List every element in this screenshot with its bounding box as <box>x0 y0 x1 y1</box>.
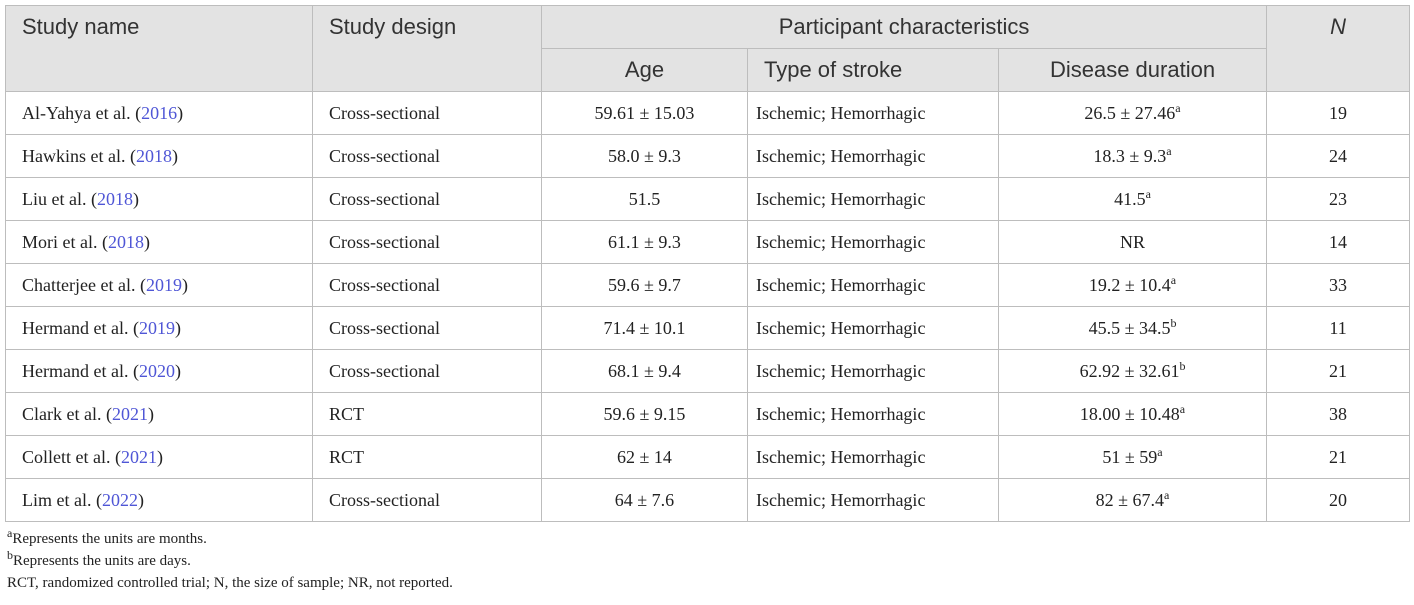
header-disease-duration: Disease duration <box>999 49 1267 92</box>
study-year-link[interactable]: 2016 <box>141 102 178 123</box>
cell-study-name <box>6 436 313 479</box>
cell-type-of-stroke: Ischemic; Hemorrhagic <box>748 135 999 178</box>
cell-study-design: RCT <box>313 436 542 479</box>
cell-study-name <box>6 135 313 178</box>
cell-n: 33 <box>1267 264 1410 307</box>
duration-value: 82 ± 67.4 <box>1095 489 1165 510</box>
duration-value: NR <box>1120 231 1146 252</box>
footnote-a-text: Represents the units are months. <box>12 531 207 547</box>
cell-age: 59.6 ± 9.15 <box>542 393 748 436</box>
cell-study-name <box>6 92 313 135</box>
footnote-b-mark: b <box>7 548 13 562</box>
header-study-design: Study design <box>313 6 542 92</box>
study-author: Liu et al. ( <box>22 188 97 209</box>
cell-age: 59.61 ± 15.03 <box>542 92 748 135</box>
cell-disease-duration <box>999 307 1267 350</box>
cell-age: 71.4 ± 10.1 <box>542 307 748 350</box>
study-close-paren: ) <box>177 102 184 123</box>
cell-type-of-stroke: Ischemic; Hemorrhagic <box>748 178 999 221</box>
duration-footnote-mark: a <box>1157 444 1163 459</box>
cell-n: 11 <box>1267 307 1410 350</box>
cell-age: 64 ± 7.6 <box>542 479 748 522</box>
cell-type-of-stroke: Ischemic; Hemorrhagic <box>748 350 999 393</box>
cell-n: 19 <box>1267 92 1410 135</box>
cell-study-name <box>6 264 313 307</box>
duration-footnote-mark: a <box>1179 401 1186 416</box>
cell-study-name <box>6 178 313 221</box>
study-author: Hermand et al. ( <box>22 317 139 338</box>
cell-study-design: Cross-sectional <box>313 264 542 307</box>
study-year-link[interactable]: 2021 <box>120 446 157 467</box>
cell-age: 61.1 ± 9.3 <box>542 221 748 264</box>
footnote-b <box>7 550 1409 572</box>
duration-footnote-mark: b <box>1179 358 1186 373</box>
cell-age: 62 ± 14 <box>542 436 748 479</box>
cell-disease-duration <box>999 436 1267 479</box>
table-row <box>6 178 1410 221</box>
study-close-paren: ) <box>174 360 181 381</box>
cell-disease-duration <box>999 264 1267 307</box>
cell-study-name <box>6 393 313 436</box>
header-age: Age <box>542 49 748 92</box>
study-close-paren: ) <box>181 274 188 295</box>
table-row <box>6 135 1410 178</box>
cell-study-design: RCT <box>313 393 542 436</box>
duration-footnote-mark: a <box>1175 100 1181 115</box>
duration-footnote-mark: a <box>1166 143 1172 158</box>
cell-study-name <box>6 307 313 350</box>
footnote-a <box>7 528 1409 550</box>
duration-value: 26.5 ± 27.46 <box>1084 102 1176 123</box>
table-body <box>6 92 1410 522</box>
duration-footnote-mark: a <box>1164 487 1170 502</box>
table-row <box>6 221 1410 264</box>
cell-study-design: Cross-sectional <box>313 307 542 350</box>
study-year-link[interactable]: 2018 <box>135 145 172 166</box>
cell-n: 14 <box>1267 221 1410 264</box>
cell-study-design: Cross-sectional <box>313 135 542 178</box>
cell-n: 24 <box>1267 135 1410 178</box>
cell-age: 68.1 ± 9.4 <box>542 350 748 393</box>
header-n: N <box>1267 6 1410 92</box>
duration-value: 18.00 ± 10.48 <box>1079 403 1180 424</box>
cell-n: 20 <box>1267 479 1410 522</box>
footnote-b-text: Represents the units are days. <box>13 553 191 569</box>
cell-study-name <box>6 221 313 264</box>
study-author: Al-Yahya et al. ( <box>22 102 142 123</box>
header-type-of-stroke: Type of stroke <box>748 49 999 92</box>
cell-type-of-stroke: Ischemic; Hemorrhagic <box>748 307 999 350</box>
table-row <box>6 92 1410 135</box>
cell-disease-duration <box>999 178 1267 221</box>
study-close-paren: ) <box>174 317 181 338</box>
footnote-abbreviations: RCT, randomized controlled trial; N, the size of sample; NR, not reported. <box>7 575 453 591</box>
table-row <box>6 264 1410 307</box>
cell-n: 21 <box>1267 436 1410 479</box>
study-close-paren: ) <box>132 188 139 209</box>
table-row <box>6 350 1410 393</box>
duration-value: 18.3 ± 9.3 <box>1093 145 1167 166</box>
study-author: Hawkins et al. ( <box>22 145 136 166</box>
cell-study-design: Cross-sectional <box>313 178 542 221</box>
cell-type-of-stroke: Ischemic; Hemorrhagic <box>748 221 999 264</box>
cell-n: 38 <box>1267 393 1410 436</box>
study-year-link[interactable]: 2018 <box>96 188 133 209</box>
duration-value: 19.2 ± 10.4 <box>1088 274 1171 295</box>
cell-study-design: Cross-sectional <box>313 479 542 522</box>
cell-study-design: Cross-sectional <box>313 221 542 264</box>
study-year-link[interactable]: 2019 <box>138 317 175 338</box>
duration-footnote-mark: b <box>1170 315 1177 330</box>
study-year-link[interactable]: 2018 <box>107 231 144 252</box>
study-close-paren: ) <box>156 446 163 467</box>
study-author: Hermand et al. ( <box>22 360 139 381</box>
cell-n: 23 <box>1267 178 1410 221</box>
study-author: Lim et al. ( <box>22 489 102 510</box>
cell-study-design: Cross-sectional <box>313 92 542 135</box>
study-year-link[interactable]: 2022 <box>101 489 138 510</box>
cell-type-of-stroke: Ischemic; Hemorrhagic <box>748 264 999 307</box>
study-close-paren: ) <box>143 231 150 252</box>
table-row <box>6 393 1410 436</box>
cell-age: 51.5 <box>542 178 748 221</box>
duration-footnote-mark: a <box>1170 272 1177 287</box>
cell-type-of-stroke: Ischemic; Hemorrhagic <box>748 479 999 522</box>
cell-disease-duration <box>999 479 1267 522</box>
cell-study-name <box>6 479 313 522</box>
study-table <box>5 5 1410 522</box>
study-author: Chatterjee et al. ( <box>22 274 146 295</box>
study-table-container <box>5 5 1409 594</box>
cell-type-of-stroke: Ischemic; Hemorrhagic <box>748 92 999 135</box>
footnotes <box>5 528 1409 594</box>
footnote-a-mark: a <box>7 526 13 540</box>
header-study-name: Study name <box>6 6 313 92</box>
study-author: Collett et al. ( <box>22 446 121 467</box>
cell-type-of-stroke: Ischemic; Hemorrhagic <box>748 436 999 479</box>
cell-disease-duration <box>999 135 1267 178</box>
table-row <box>6 479 1410 522</box>
duration-footnote-mark: a <box>1145 186 1151 201</box>
cell-disease-duration <box>999 221 1267 264</box>
study-year-link[interactable]: 2021 <box>111 403 148 424</box>
study-close-paren: ) <box>137 489 144 510</box>
duration-value: 62.92 ± 32.61 <box>1079 360 1180 381</box>
study-close-paren: ) <box>171 145 178 166</box>
cell-age: 58.0 ± 9.3 <box>542 135 748 178</box>
study-close-paren: ) <box>147 403 154 424</box>
cell-age: 59.6 ± 9.7 <box>542 264 748 307</box>
cell-disease-duration <box>999 92 1267 135</box>
cell-disease-duration <box>999 393 1267 436</box>
cell-study-design: Cross-sectional <box>313 350 542 393</box>
cell-type-of-stroke: Ischemic; Hemorrhagic <box>748 393 999 436</box>
header-participant-characteristics: Participant characteristics <box>542 6 1267 49</box>
duration-value: 41.5 <box>1114 188 1146 209</box>
table-row <box>6 307 1410 350</box>
table-row <box>6 436 1410 479</box>
study-year-link[interactable]: 2019 <box>145 274 182 295</box>
cell-n: 21 <box>1267 350 1410 393</box>
study-author: Clark et al. ( <box>22 403 112 424</box>
duration-value: 51 ± 59 <box>1102 446 1158 467</box>
study-author: Mori et al. ( <box>22 231 108 252</box>
cell-study-name <box>6 350 313 393</box>
duration-value: 45.5 ± 34.5 <box>1088 317 1171 338</box>
study-year-link[interactable]: 2020 <box>138 360 175 381</box>
cell-disease-duration <box>999 350 1267 393</box>
